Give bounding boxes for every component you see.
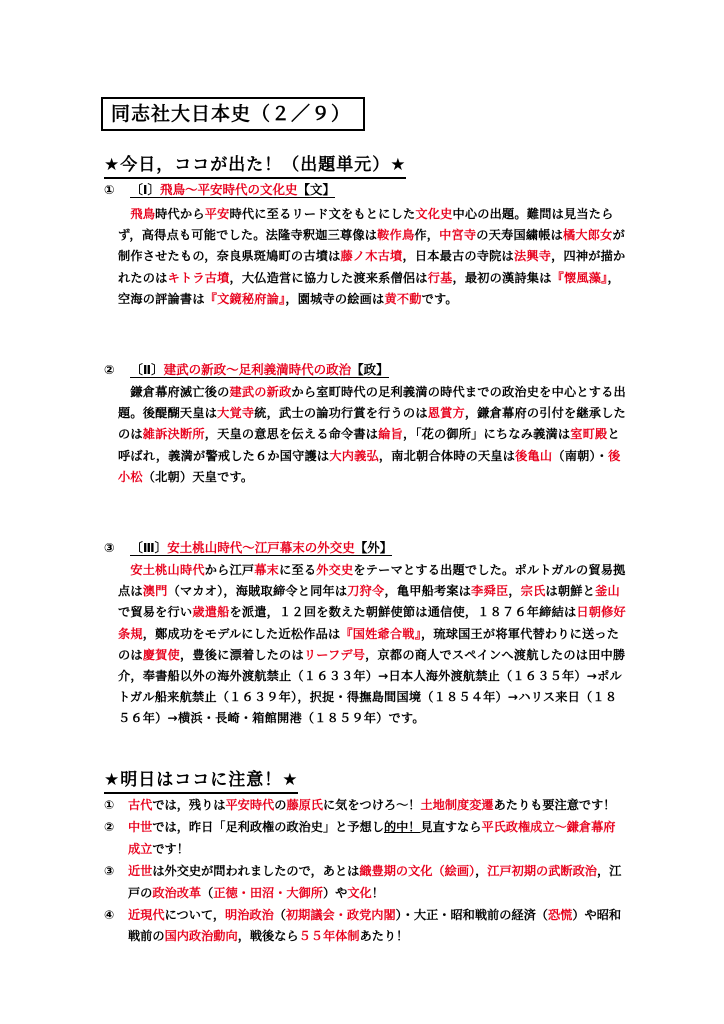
text-run: ，「花の御所」にちなみ義満は (402, 427, 571, 442)
text-run: ，天皇の意思を伝える命令書は (204, 427, 379, 442)
text-run: ，戦後なら (237, 929, 299, 944)
section-3-tag: 【外】 (354, 540, 393, 555)
text-run: 鎌倉幕府滅亡後の (118, 385, 230, 399)
section-3-body (118, 560, 628, 730)
text-run: ，四神が描かれたのは (118, 249, 626, 285)
text-run: では，残りは (152, 798, 226, 812)
text-run: に至る (279, 563, 317, 577)
key-term: 李舜臣 (471, 584, 509, 599)
key-term: 橘大郎女 (563, 228, 613, 243)
key-term: 『懐風藻』 (551, 270, 608, 285)
key-term: 平氏政権成立～鎌倉幕府成立 (128, 820, 616, 856)
tip-4-body (128, 905, 624, 948)
key-term: 宗氏 (520, 584, 546, 599)
key-term: 文化史 (415, 207, 453, 221)
key-term: 『国姓爺合戦』 (340, 626, 421, 641)
section-1-topic (104, 180, 335, 198)
key-term: キトラ古墳 (167, 270, 230, 285)
key-term: 国内政治動向 (164, 929, 238, 944)
tip-2-body (128, 817, 624, 860)
today-heading: ★今日，ココが出た！（出題単元）★ (104, 150, 406, 179)
key-term: ５５年体制 (298, 929, 360, 944)
text-run: に気をつけろ～！ (323, 798, 421, 812)
page-title: 同志社大日本史（２／９） (101, 97, 365, 131)
text-run: ，鄭成功をモデルにした近松作品は (142, 626, 341, 641)
key-term: 幕末 (254, 563, 280, 577)
section-2-title: 建武の新政～足利義満時代の政治 (163, 362, 352, 377)
text-run: ）や (323, 885, 348, 900)
text-run: 時代に至るリード文をもとにした (229, 207, 416, 221)
text-run: （ (201, 885, 214, 900)
text-run: では，昨日「足利政権の政治史」と予想し (152, 820, 384, 835)
text-run: ，南北朝合体時の天皇は (378, 448, 516, 463)
text-run: です！ (152, 841, 189, 856)
text-run: ！ (371, 885, 384, 900)
key-term: 外交史 (316, 563, 354, 577)
key-term: 大覚寺 (217, 406, 255, 421)
key-term: 大内義弘 (329, 448, 379, 463)
tip-1-number: ① (104, 798, 115, 812)
text-run: 的中！ (383, 820, 421, 835)
key-term: 江戸初期の武断政治 (487, 864, 597, 879)
key-term: 黄不動 (384, 291, 422, 306)
text-run: について， (164, 908, 226, 923)
text-run: の (274, 798, 287, 812)
text-run: をテーマとする出題でした。ポルトガルの貿易拠点は (118, 563, 626, 599)
key-term: 歳遣船 (192, 605, 230, 620)
text-run: （ (273, 908, 286, 923)
section-2-number: ② (104, 362, 115, 377)
key-term: 恩賞方 (427, 406, 465, 421)
section-1-body (118, 204, 628, 310)
list-item (104, 905, 624, 948)
text-run: ，空海の評論書は (118, 270, 620, 306)
text-run: ， (475, 864, 488, 879)
key-term: 建武の新政 (229, 385, 292, 399)
section-1-tag: 【文】 (297, 182, 336, 197)
key-term: 中宮寺 (439, 228, 477, 243)
key-term: 藤原氏 (286, 798, 323, 812)
tips-list (104, 795, 624, 949)
key-term: 釜山 (595, 584, 620, 599)
text-run: ，大仏造営に協力した渡来系僧侶は (229, 270, 428, 285)
key-term: 綸旨 (378, 427, 403, 442)
text-run: 統，武士の論功行賞を行うのは (254, 406, 428, 421)
text-run: 時代から (155, 207, 205, 221)
text-run (118, 563, 130, 577)
text-run: ，琉球国王が将軍代替わりに送ったのは (118, 626, 620, 662)
key-term: 土地制度変遷 (420, 798, 494, 812)
key-term: 近現代 (128, 908, 165, 923)
text-run: ，園城寺の絵画は (285, 291, 385, 306)
list-item (104, 817, 624, 860)
key-term: 中世 (128, 820, 153, 835)
section-2-tag: 【政】 (351, 362, 389, 377)
text-run: ，日本最古の寺院は (402, 249, 514, 264)
text-run: ，豊後に漂着したのは (179, 647, 304, 662)
text-run: ， (508, 584, 521, 599)
key-term: 慶賀使 (142, 647, 180, 662)
section-1-title: 飛鳥～平安時代の文化史 (160, 182, 298, 197)
text-run: （南朝）・ (552, 448, 609, 463)
text-run: ，京都の商人でスペインへ渡航したのは田中勝介，奉書船以外の海外渡航禁止（１６３３年）→日本人海外渡航禁止（１６３５年）→ポルトガル船来航禁止（１６３９年），択捉・得撫島間国境（１８５４年）→ハリス来日（１８５６年）→横浜・長崎・箱館開港（１８５９年）です。 (118, 647, 626, 726)
key-term: 刀狩令 (347, 584, 385, 599)
key-term: 織豊期の文化（絵画） (359, 864, 476, 879)
tomorrow-heading: ★明日はココに注意！★ (104, 765, 298, 794)
key-term: 古代 (128, 798, 153, 812)
list-item (104, 795, 624, 816)
text-run: を派遣，１２回を数えた朝鮮使節は通信使，１８７６年締結は (229, 605, 577, 620)
key-term: 恐慌 (547, 908, 573, 923)
key-term: 後亀山 (515, 448, 553, 463)
text-run: 中心の出題。難問は見当たらず，高得点も可能でした。法隆寺釈迦三尊像は (118, 207, 614, 243)
text-run: あたりも要注意です！ (493, 798, 616, 812)
key-term: 正徳・田沼・大御所 (213, 885, 323, 900)
key-term: 安土桃山時代 (130, 563, 205, 577)
text-run: の天寿国繍帳は (476, 228, 564, 243)
tip-1-body (128, 795, 624, 816)
text-run: 見直すなら (420, 820, 482, 835)
section-2-body (118, 382, 628, 488)
text-run: ，亀甲船考案は (384, 584, 472, 599)
key-term: 政治改革 (152, 885, 202, 900)
section-2-topic (104, 360, 389, 378)
section-1-number: ① (104, 182, 115, 197)
list-item (104, 861, 624, 904)
text-run: ）・大正・昭和戦前の経済（ (395, 908, 548, 923)
key-term: 澳門 (142, 584, 168, 599)
text-run: から室町時代の足利義満の時代までの政治史を中心とする出題。後醍醐天皇は (118, 385, 626, 421)
key-term: 飛鳥 (130, 207, 156, 221)
key-term: 藤ノ木古墳 (340, 249, 403, 264)
text-run (118, 207, 130, 221)
text-run: 作， (414, 228, 440, 243)
key-term: 後小松 (118, 448, 621, 484)
key-term: 鞍作鳥 (377, 228, 415, 243)
text-run: ）や昭和戦前の (128, 908, 622, 944)
key-term: 初期議会・政党内閣 (285, 908, 396, 923)
text-run: です。 (421, 291, 458, 306)
text-run: （マカオ），海賊取締令と同年は (167, 584, 348, 599)
section-3-number: ③ (104, 540, 115, 555)
text-run: ，江戸の (128, 864, 622, 900)
text-run: から江戸 (204, 563, 255, 577)
text-run: は朝鮮と (545, 584, 596, 599)
text-run: ，最初の漢詩集は (452, 270, 552, 285)
section-2-roman: 〔Ⅱ〕 (130, 362, 164, 377)
text-run: （北朝）天皇です。 (142, 469, 254, 484)
key-term: 日朝修好条規 (118, 605, 626, 641)
section-3-roman: 〔Ⅲ〕 (130, 540, 168, 555)
section-3-title: 安土桃山時代～江戸幕末の外交史 (167, 540, 355, 555)
key-term: 平安 (204, 207, 230, 221)
key-term: 近世 (128, 864, 153, 879)
key-term: 平安時代 (225, 798, 275, 812)
tip-2-number: ② (104, 820, 115, 835)
key-term: 雑訴決断所 (142, 427, 205, 442)
text-run: は外交史が問われましたので，あとは (152, 864, 360, 879)
key-term: 文化 (347, 885, 372, 900)
key-term: リーフデ号 (303, 647, 366, 662)
section-1-roman: 〔Ⅰ〕 (130, 182, 161, 197)
tip-3-number: ③ (104, 864, 115, 879)
tip-4-number: ④ (104, 908, 115, 923)
key-term: 室町殿 (570, 427, 608, 442)
text-run: で貿易を行い (118, 605, 193, 620)
text-run: ，鎌倉幕府の引付を継承したのは (118, 406, 626, 442)
text-run: と呼ばれ，義満が警戒した６か国守護は (118, 427, 620, 463)
key-term: 法興寺 (513, 249, 552, 264)
key-term: 明治政治 (225, 908, 274, 923)
key-term: 『文鏡秘府論』 (204, 291, 286, 306)
text-run: が制作させたもの，奈良県斑鳩町の古墳は (118, 228, 625, 264)
tip-3-body (128, 861, 624, 904)
key-term: 行基 (427, 270, 453, 285)
text-run: あたり！ (359, 929, 409, 944)
section-3-topic (104, 538, 392, 556)
